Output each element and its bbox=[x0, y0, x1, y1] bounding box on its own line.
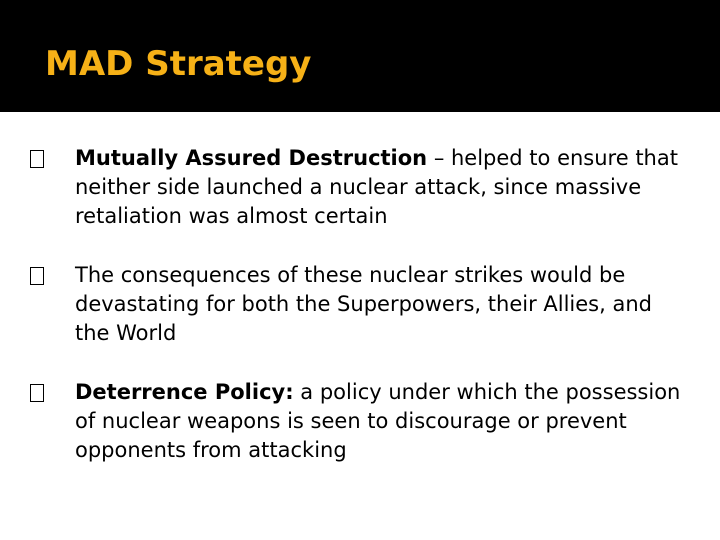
bullet-text: The consequences of these nuclear strikes would be devastating for both the Superpowers, their Allies, and the World bbox=[75, 263, 652, 345]
bullet-marker-icon bbox=[30, 267, 44, 285]
bullet-item bbox=[28, 144, 688, 231]
slide-title: MAD Strategy bbox=[45, 44, 312, 84]
bullet-term: Deterrence Policy: bbox=[75, 380, 294, 404]
bullet-marker-icon bbox=[30, 384, 44, 402]
title-bar bbox=[0, 0, 720, 112]
bullet-text: a policy under which the possession of nuclear weapons is seen to discourage or prevent opponents from attacking bbox=[75, 380, 681, 462]
bullet-item bbox=[28, 378, 688, 465]
bullet-term: Mutually Assured Destruction bbox=[75, 146, 428, 170]
bullet-text: – helped to ensure that neither side launched a nuclear attack, since massive retaliation was almost certain bbox=[75, 146, 678, 228]
bullet-item bbox=[28, 261, 688, 348]
bullet-list bbox=[28, 144, 688, 495]
bullet-marker-icon bbox=[30, 150, 44, 168]
